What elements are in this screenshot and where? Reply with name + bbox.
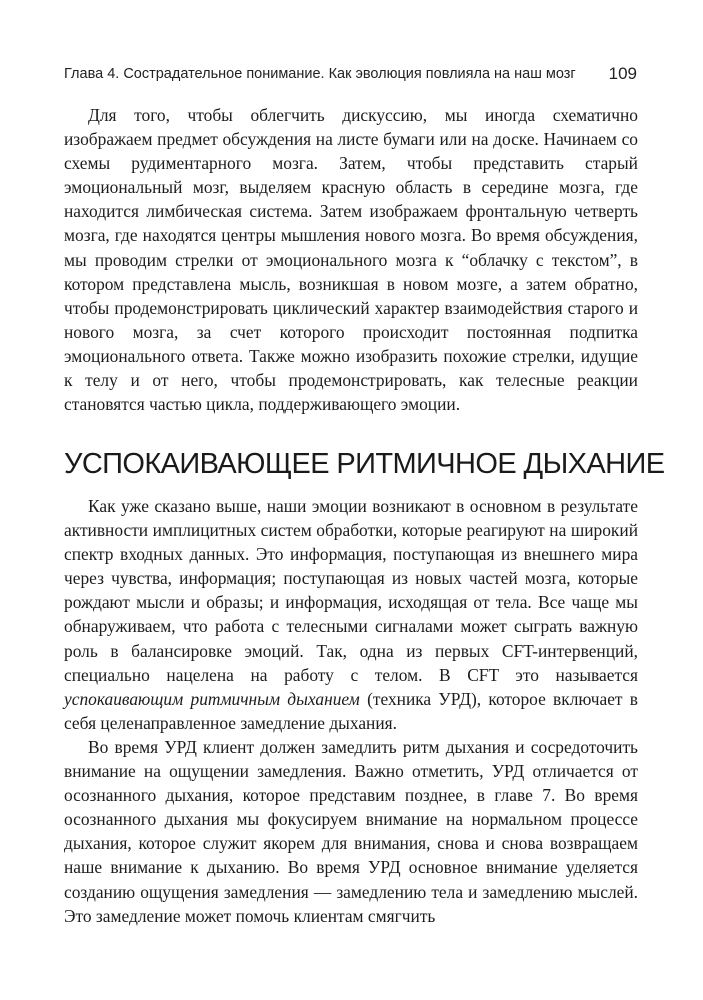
- chapter-title: Глава 4. Сострадательное понимание. Как эволюция повлияла на наш мозг: [64, 66, 576, 82]
- paragraph: [64, 494, 638, 735]
- paragraph-text: Как уже сказано выше, наши эмоции возникают в основном в результате активности имплицитных систем обработки, которые реагируют на широкий спектр входных данных. Это информация, поступающая из внешнего мира через чувства, информация; поступающая из новых частей мозга, которые рождают мысли и образы; и информация, исходящая от тела. Все чаще мы обнаруживаем, что работа с телесными сигналами может сыграть важную роль в балансировке эмоций. Так, одна из первых CFT-интервенций, специально нацелена на работу с телом. В CFT это называется: [64, 496, 638, 685]
- body-text-section: [64, 494, 638, 928]
- running-header: [64, 64, 637, 86]
- paragraph: Для того, чтобы облегчить дискуссию, мы иногда схематично изображаем предмет обсуждения на листе бумаги или на доске. Начинаем со схемы рудиментарного мозга. Затем, чтобы представить старый эмоциональный мозг, выделяем красную область в середине мозга, где находится лимбическая система. Затем изображаем фронтальную четверть мозга, где находятся центры мышления нового мозга. Во время обсуждения, мы проводим стрелки от эмоционального мозга к “облачку с текстом”, в котором представлена мысль, возникшая в новом мозге, а затем обратно, чтобы продемонстрировать циклический характер взаимодействия старого и нового мозга, за счет которого происходит постоянная подпитка эмоционального ответа. Также можно изобразить похожие стрелки, идущие к телу и от него, чтобы продемонстрировать, как телесные реакции становятся частью цикла, поддерживающего эмоции.: [64, 105, 638, 415]
- page-number: 109: [608, 64, 637, 83]
- body-text-top: [64, 103, 638, 416]
- paragraph: Во время УРД клиент должен замедлить ритм дыхания и сосредоточить внимание на ощущении замедления. Важно отметить, УРД отличается от осознанного дыхания, которое представим позднее, в главе 7. Во время осознанного дыхания мы фокусируем внимание на нормальном процессе дыхания, которое служит якорем для внимания, снова и снова возвращаем наше внимание к дыханию. Во время УРД основное внимание уделяется созданию ощущения замедления — замедлению тела и замедлению мыслей. Это замедление может помочь клиентам смягчить: [64, 736, 638, 926]
- emphasized-term: успокаивающим ритмичным дыханием: [64, 688, 360, 709]
- paragraph-text: (техника УРД), которое включает в себя целенаправленное замедление дыхания.: [64, 688, 638, 733]
- section-heading: УСПОКАИВАЮЩЕЕ РИТМИЧНОЕ ДЫХАНИЕ: [64, 448, 665, 480]
